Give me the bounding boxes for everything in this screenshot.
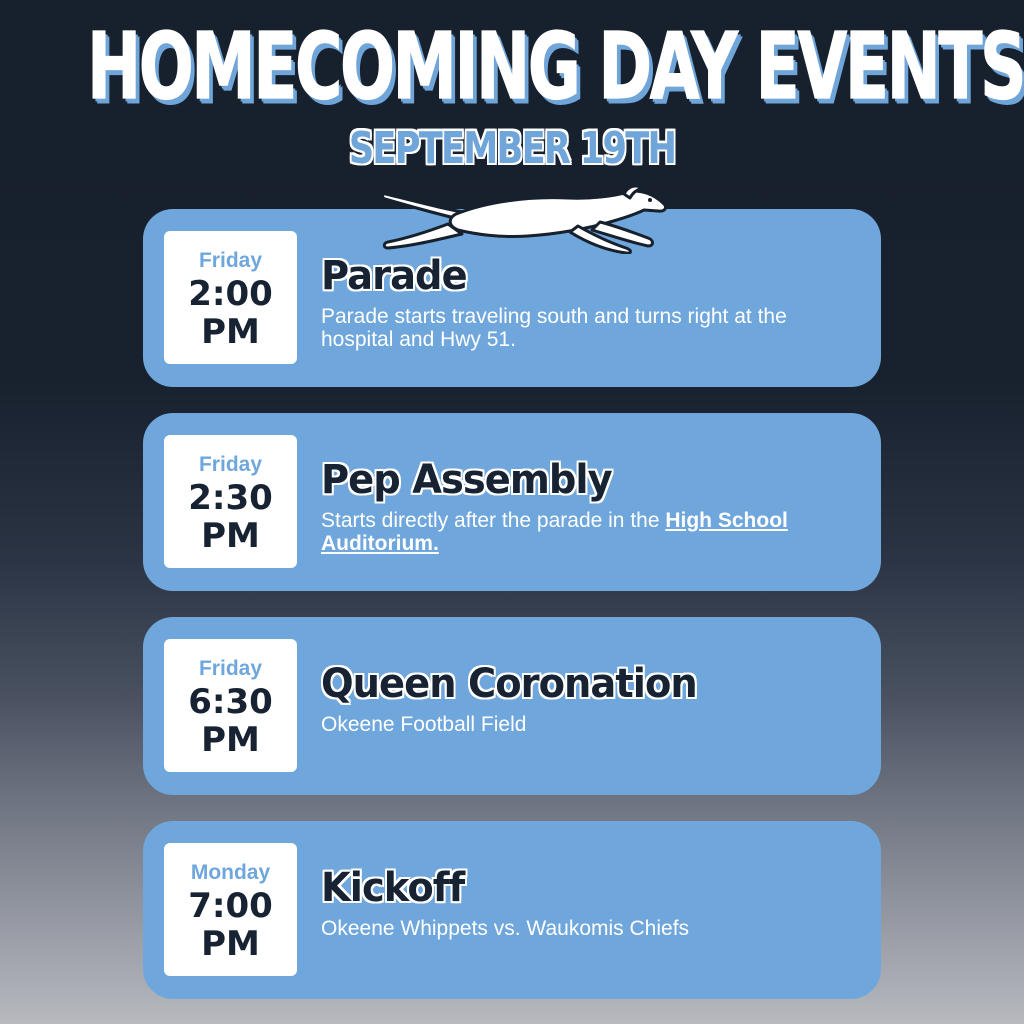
event-time-ampm: PM — [201, 924, 260, 964]
event-description-text: Parade starts traveling south and turns right at the hospital and Hwy 51. — [321, 305, 787, 351]
event-card-kickoff — [143, 821, 881, 999]
event-time — [164, 683, 297, 759]
event-time — [164, 275, 297, 351]
event-day: Friday — [198, 657, 263, 680]
event-time-value: 2:00 — [188, 274, 273, 314]
event-datebox — [164, 435, 297, 568]
event-time-value: 2:30 — [188, 478, 273, 518]
event-description — [321, 713, 861, 736]
event-day: Friday — [198, 249, 263, 272]
event-datebox — [164, 231, 297, 364]
event-time-ampm: PM — [201, 516, 260, 556]
event-time-value: 6:30 — [188, 682, 273, 722]
event-title: Pep Assembly — [321, 457, 612, 503]
event-description-text: Okeene Whippets vs. Waukomis Chiefs — [321, 917, 690, 940]
event-time-ampm: PM — [201, 312, 260, 352]
event-datebox — [164, 843, 297, 976]
event-description-text: Okeene Football Field — [321, 713, 527, 736]
event-time — [164, 887, 297, 963]
auditorium-link[interactable]: High School Auditorium. — [321, 509, 788, 555]
event-title: Parade — [321, 253, 467, 299]
event-description — [321, 917, 861, 940]
page-title: HOMECOMING DAY EVENTS — [87, 14, 1024, 121]
event-description — [321, 509, 861, 555]
event-description-text: Starts directly after the parade in the — [321, 509, 666, 532]
event-day: Monday — [190, 861, 271, 884]
event-time-ampm: PM — [201, 720, 260, 760]
event-card-pep-assembly — [143, 413, 881, 591]
event-day: Friday — [198, 453, 263, 476]
event-datebox — [164, 639, 297, 772]
greyhound-running-icon — [378, 180, 670, 254]
event-time-value: 7:00 — [188, 886, 273, 926]
event-title: Kickoff — [321, 865, 465, 911]
event-description — [321, 305, 861, 351]
event-title: Queen Coronation — [321, 661, 697, 707]
event-time — [164, 479, 297, 555]
event-card-queen-coronation — [143, 617, 881, 795]
event-date: SEPTEMBER 19TH — [348, 124, 676, 174]
